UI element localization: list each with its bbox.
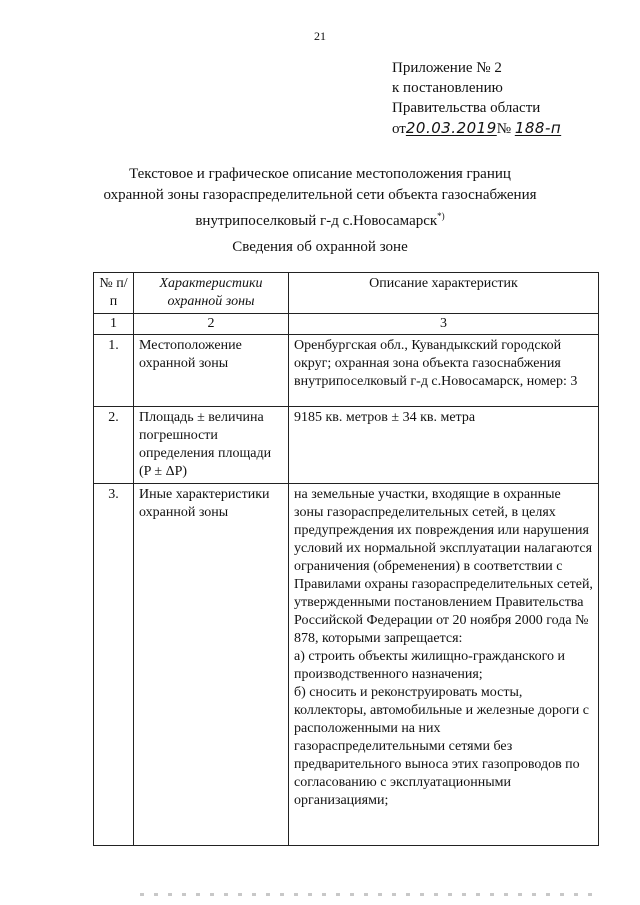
description-item-b: б) сносить и реконструировать мосты, коллекторы, автомобильные и железные дороги с расположенными на них газораспределительными сетями без предварительного выноса этих газопроводов по согласованию с эксплуатационными организациями; (294, 685, 589, 808)
row-characteristic: Иные характеристики охранной зоны (134, 484, 289, 846)
column-number: 1 (94, 314, 134, 335)
table-header-row (94, 273, 599, 314)
column-numbers-row (94, 314, 599, 335)
appendix-line-1: Приложение № 2 (392, 60, 502, 76)
footnote-mark: *) (437, 211, 445, 221)
title-line-3: внутрипоселковый г-д с.Новосамарск*) (195, 211, 445, 229)
header-number: № п/п (94, 273, 134, 314)
protection-zone-table (93, 272, 599, 846)
column-number: 2 (134, 314, 289, 335)
header-description: Описание характеристик (289, 273, 599, 314)
title-line-1: Текстовое и графическое описание местоположения границ (129, 166, 511, 182)
row-characteristic: Площадь ± величина погрешности определения площади (P ± ΔP) (134, 407, 289, 484)
header-characteristics: Характеристики охранной зоны (134, 273, 289, 314)
title-line-2: охранной зоны газораспределительной сети объекта газоснабжения (103, 187, 537, 203)
row-description: 9185 кв. метров ± 34 кв. метра (289, 407, 599, 484)
handwritten-date: 20.03.2019 (405, 119, 497, 137)
row-number: 1. (94, 335, 134, 407)
table-row (94, 407, 599, 484)
row-characteristic: Местоположение охранной зоны (134, 335, 289, 407)
description-paragraph: на земельные участки, входящие в охранные зоны газораспределительных сетей, в целях предупреждения их повреждения или нарушения условий их нормальной эксплуатации налагаются ограничения (обременения) в соответствии с Правилами охраны газораспределительных сетей, утвержденными постановлением Правительства Российской Федерации от 20 ноября 2000 года № 878, которыми запрещается: (294, 487, 593, 646)
description-item-a: а) строить объекты жилищно-гражданского и производственного назначения; (294, 649, 565, 682)
page-number: 21 (314, 29, 326, 43)
column-number: 3 (289, 314, 599, 335)
row-number: 2. (94, 407, 134, 484)
section-heading: Сведения об охранной зоне (232, 239, 408, 255)
number-sign: № (496, 121, 512, 137)
table-row (94, 484, 599, 846)
row-description (289, 484, 599, 846)
from-prefix: от (392, 121, 406, 137)
appendix-line-2: к постановлению (392, 80, 503, 96)
table-row (94, 335, 599, 407)
appendix-line-3: Правительства области (392, 100, 541, 116)
row-description: Оренбургская обл., Кувандыкский городской округ; охранная зона объекта газоснабжения внутрипоселковый г-д с.Новосамарск, номер: 3 (289, 335, 599, 407)
document-title (0, 164, 640, 232)
appendix-block (392, 58, 561, 139)
handwritten-number: 188-п (514, 119, 562, 137)
row-number: 3. (94, 484, 134, 846)
appendix-date-line (392, 118, 561, 139)
bottom-bleed-through (140, 893, 600, 896)
